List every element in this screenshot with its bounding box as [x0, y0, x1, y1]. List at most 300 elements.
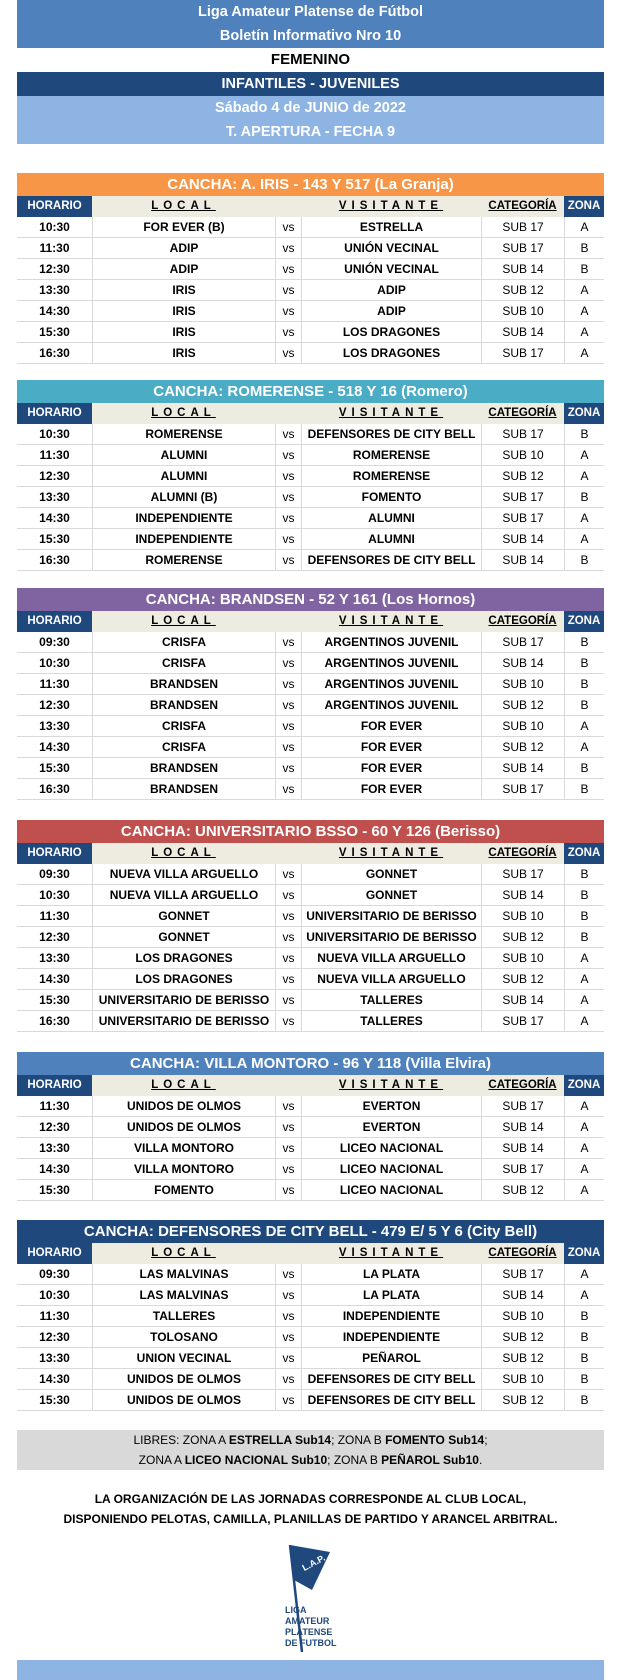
header-visitante	[301, 611, 481, 632]
match-categoria: SUB 14	[481, 885, 564, 905]
match-visitante: FOR EVER	[301, 779, 481, 799]
match-vs: vs	[275, 695, 301, 715]
header-zona-label: ZONA	[567, 1079, 601, 1091]
header-local	[92, 196, 275, 217]
match-categoria: SUB 12	[481, 737, 564, 757]
header-spacer	[275, 1243, 301, 1264]
match-vs: vs	[275, 632, 301, 652]
match-zona: A	[564, 1159, 604, 1179]
header-visitante-label: VISITANTE	[338, 407, 444, 419]
match-local: UNIVERSITARIO DE BERISSO	[92, 990, 275, 1010]
match-vs: vs	[275, 259, 301, 279]
header-visitante	[301, 843, 481, 864]
match-visitante: FOR EVER	[301, 737, 481, 757]
header-local-label: LOCAL	[151, 847, 216, 859]
logo-line: PLATENSE	[285, 1627, 333, 1637]
match-local: IRIS	[92, 322, 275, 342]
header-zona	[564, 403, 604, 424]
match-time: 10:30	[39, 656, 70, 670]
cancha-title: CANCHA: ROMERENSE - 518 Y 16 (Romero)	[17, 380, 604, 403]
match-time: 11:30	[39, 909, 70, 923]
match-categoria: SUB 12	[481, 1180, 564, 1200]
match-time: 12:30	[39, 930, 70, 944]
match-visitante: LICEO NACIONAL	[301, 1180, 481, 1200]
match-local: FOMENTO	[92, 1180, 275, 1200]
match-time: 11:30	[39, 241, 70, 255]
match-visitante: ARGENTINOS JUVENIL	[301, 653, 481, 673]
match-categoria: SUB 10	[481, 1369, 564, 1389]
match-visitante: GONNET	[301, 885, 481, 905]
match-time: 15:30	[39, 325, 70, 339]
header-categoria-label: CATEGORÍA	[488, 1079, 557, 1091]
header-horario-label: HORARIO	[27, 1079, 82, 1091]
match-categoria: SUB 12	[481, 969, 564, 989]
match-row	[17, 1138, 604, 1159]
match-zona: A	[564, 466, 604, 486]
match-vs: vs	[275, 1327, 301, 1347]
column-header-row	[17, 196, 604, 217]
header-visitante-label: VISITANTE	[338, 1079, 444, 1091]
libres-text: ; ZONA B	[327, 1453, 382, 1467]
cancha-title: CANCHA: UNIVERSITARIO BSSO - 60 Y 126 (Berisso)	[17, 820, 604, 843]
match-local: UNION VECINAL	[92, 1348, 275, 1368]
match-row	[17, 906, 604, 927]
match-row	[17, 927, 604, 948]
match-zona: A	[564, 737, 604, 757]
match-vs: vs	[275, 1096, 301, 1116]
header-categoria-label: CATEGORÍA	[488, 407, 557, 419]
libres-text: ;	[484, 1433, 488, 1447]
match-local: NUEVA VILLA ARGUELLO	[92, 864, 275, 884]
match-visitante: DEFENSORES DE CITY BELL	[301, 550, 481, 570]
header-zona-label: ZONA	[567, 407, 601, 419]
match-time: 12:30	[39, 469, 70, 483]
match-categoria: SUB 17	[481, 1159, 564, 1179]
match-local: INDEPENDIENTE	[92, 529, 275, 549]
match-local: ADIP	[92, 259, 275, 279]
match-row	[17, 779, 604, 800]
match-row	[17, 864, 604, 885]
match-visitante: LA PLATA	[301, 1285, 481, 1305]
match-visitante: FOR EVER	[301, 758, 481, 778]
match-time: 12:30	[39, 1330, 70, 1344]
match-row	[17, 466, 604, 487]
match-row	[17, 217, 604, 238]
match-row	[17, 758, 604, 779]
header-local-label: LOCAL	[151, 615, 216, 627]
match-row	[17, 1348, 604, 1369]
match-row	[17, 695, 604, 716]
match-local: FOR EVER (B)	[92, 217, 275, 237]
match-visitante: LOS DRAGONES	[301, 322, 481, 342]
match-time: 16:30	[39, 782, 70, 796]
match-vs: vs	[275, 1390, 301, 1410]
match-visitante: ARGENTINOS JUVENIL	[301, 674, 481, 694]
match-zona: A	[564, 969, 604, 989]
header-horario	[17, 843, 92, 864]
match-time: 15:30	[39, 761, 70, 775]
match-row	[17, 1180, 604, 1201]
match-visitante: DEFENSORES DE CITY BELL	[301, 424, 481, 444]
match-zona: B	[564, 1327, 604, 1347]
header-spacer	[275, 196, 301, 217]
match-visitante: LICEO NACIONAL	[301, 1138, 481, 1158]
match-local: UNIDOS DE OLMOS	[92, 1390, 275, 1410]
match-time: 14:30	[39, 304, 70, 318]
match-row	[17, 1264, 604, 1285]
header-local-label: LOCAL	[151, 200, 216, 212]
header-horario	[17, 611, 92, 632]
match-local: NUEVA VILLA ARGUELLO	[92, 885, 275, 905]
match-categoria: SUB 14	[481, 1138, 564, 1158]
header-categoria-label: CATEGORÍA	[488, 1247, 557, 1259]
match-categoria: SUB 10	[481, 948, 564, 968]
match-visitante: ADIP	[301, 280, 481, 300]
match-local: BRANDSEN	[92, 758, 275, 778]
match-zona: A	[564, 1138, 604, 1158]
libres-team: PEÑAROL Sub10	[381, 1453, 479, 1467]
match-vs: vs	[275, 301, 301, 321]
match-row	[17, 238, 604, 259]
header-zona-label: ZONA	[567, 200, 601, 212]
match-local: TALLERES	[92, 1306, 275, 1326]
match-vs: vs	[275, 1138, 301, 1158]
match-zona: B	[564, 632, 604, 652]
match-categoria: SUB 17	[481, 864, 564, 884]
note-line: DISPONIENDO PELOTAS, CAMILLA, PLANILLAS DE PARTIDO Y ARANCEL ARBITRAL.	[63, 1512, 558, 1526]
match-local: ROMERENSE	[92, 424, 275, 444]
header-categoria-label: CATEGORÍA	[488, 615, 557, 627]
footer-bar	[17, 1660, 604, 1680]
match-categoria: SUB 12	[481, 1327, 564, 1347]
libres-team: LICEO NACIONAL Sub10	[184, 1453, 328, 1467]
match-categoria: SUB 12	[481, 1390, 564, 1410]
match-visitante: DEFENSORES DE CITY BELL	[301, 1369, 481, 1389]
match-row	[17, 1159, 604, 1180]
header-local-label: LOCAL	[151, 1247, 216, 1259]
tournament-title: T. APERTURA - FECHA 9	[17, 120, 604, 144]
header-horario-label: HORARIO	[27, 615, 82, 627]
match-visitante: TALLERES	[301, 990, 481, 1010]
match-visitante: LOS DRAGONES	[301, 343, 481, 363]
match-visitante: EVERTON	[301, 1117, 481, 1137]
match-time: 16:30	[39, 553, 70, 567]
header-spacer	[275, 1075, 301, 1096]
match-visitante: ALUMNI	[301, 529, 481, 549]
match-categoria: SUB 17	[481, 632, 564, 652]
match-local: LAS MALVINAS	[92, 1264, 275, 1284]
header-local	[92, 1243, 275, 1264]
header-categoria	[481, 196, 564, 217]
match-vs: vs	[275, 758, 301, 778]
match-local: UNIDOS DE OLMOS	[92, 1096, 275, 1116]
libres-text: LIBRES: ZONA A	[133, 1433, 229, 1447]
logo-line: DE FUTBOL	[285, 1638, 337, 1648]
match-vs: vs	[275, 716, 301, 736]
match-row	[17, 674, 604, 695]
match-visitante: LA PLATA	[301, 1264, 481, 1284]
match-row	[17, 1390, 604, 1411]
header-horario-label: HORARIO	[27, 1247, 82, 1259]
match-row	[17, 1117, 604, 1138]
cancha-section	[17, 380, 604, 571]
match-local: UNIDOS DE OLMOS	[92, 1117, 275, 1137]
match-local: GONNET	[92, 927, 275, 947]
match-time: 13:30	[39, 490, 70, 504]
match-categoria: SUB 10	[481, 674, 564, 694]
match-categoria: SUB 17	[481, 1011, 564, 1031]
match-zona: B	[564, 758, 604, 778]
header-categoria	[481, 1075, 564, 1096]
match-local: TOLOSANO	[92, 1327, 275, 1347]
match-categoria: SUB 14	[481, 259, 564, 279]
match-visitante: NUEVA VILLA ARGUELLO	[301, 969, 481, 989]
header-spacer	[275, 403, 301, 424]
match-time: 11:30	[39, 1309, 70, 1323]
cancha-section	[17, 588, 604, 800]
match-zona: A	[564, 1264, 604, 1284]
match-local: IRIS	[92, 301, 275, 321]
match-local: GONNET	[92, 906, 275, 926]
logo-text	[285, 1605, 337, 1649]
match-vs: vs	[275, 487, 301, 507]
match-zona: B	[564, 695, 604, 715]
match-vs: vs	[275, 1011, 301, 1031]
match-local: ALUMNI	[92, 445, 275, 465]
match-visitante: PEÑAROL	[301, 1348, 481, 1368]
match-row	[17, 445, 604, 466]
match-zona: A	[564, 716, 604, 736]
match-local: BRANDSEN	[92, 779, 275, 799]
match-time: 16:30	[39, 346, 70, 360]
match-zona: B	[564, 779, 604, 799]
match-local: ALUMNI (B)	[92, 487, 275, 507]
header-categoria	[481, 1243, 564, 1264]
cancha-section	[17, 1052, 604, 1201]
match-time: 09:30	[39, 867, 70, 881]
header-visitante-label: VISITANTE	[338, 200, 444, 212]
match-time: 10:30	[39, 1288, 70, 1302]
match-row	[17, 653, 604, 674]
column-header-row	[17, 1243, 604, 1264]
match-vs: vs	[275, 653, 301, 673]
match-zona: B	[564, 550, 604, 570]
match-time: 16:30	[39, 1014, 70, 1028]
match-zona: B	[564, 927, 604, 947]
header-spacer	[275, 611, 301, 632]
match-time: 10:30	[39, 888, 70, 902]
bulletin	[17, 0, 604, 1648]
libres-box	[17, 1430, 604, 1470]
match-time: 12:30	[39, 1120, 70, 1134]
header-local	[92, 1075, 275, 1096]
match-visitante: EVERTON	[301, 1096, 481, 1116]
match-zona: B	[564, 259, 604, 279]
match-zona: A	[564, 1096, 604, 1116]
cancha-title: CANCHA: A. IRIS - 143 Y 517 (La Granja)	[17, 173, 604, 196]
match-categoria: SUB 14	[481, 322, 564, 342]
match-zona: A	[564, 1117, 604, 1137]
match-vs: vs	[275, 1264, 301, 1284]
cancha-section	[17, 173, 604, 364]
match-zona: A	[564, 1180, 604, 1200]
match-time: 14:30	[39, 972, 70, 986]
header-categoria	[481, 403, 564, 424]
match-visitante: ARGENTINOS JUVENIL	[301, 632, 481, 652]
header-local	[92, 843, 275, 864]
match-vs: vs	[275, 1306, 301, 1326]
match-visitante: GONNET	[301, 864, 481, 884]
cancha-title: CANCHA: BRANDSEN - 52 Y 161 (Los Hornos)	[17, 588, 604, 611]
match-vs: vs	[275, 217, 301, 237]
match-local: BRANDSEN	[92, 695, 275, 715]
header-local-label: LOCAL	[151, 407, 216, 419]
match-categoria: SUB 12	[481, 280, 564, 300]
match-local: INDEPENDIENTE	[92, 508, 275, 528]
match-categoria: SUB 17	[481, 424, 564, 444]
match-time: 10:30	[39, 427, 70, 441]
header-zona-label: ZONA	[567, 615, 601, 627]
match-time: 15:30	[39, 532, 70, 546]
match-vs: vs	[275, 1285, 301, 1305]
match-visitante: UNIÓN VECINAL	[301, 238, 481, 258]
match-row	[17, 508, 604, 529]
header-zona	[564, 196, 604, 217]
match-visitante: ADIP	[301, 301, 481, 321]
match-time: 11:30	[39, 1099, 70, 1113]
match-categoria: SUB 17	[481, 1264, 564, 1284]
match-local: LOS DRAGONES	[92, 948, 275, 968]
header-categoria-label: CATEGORÍA	[488, 200, 557, 212]
header-horario-label: HORARIO	[27, 847, 82, 859]
match-vs: vs	[275, 322, 301, 342]
match-time: 14:30	[39, 511, 70, 525]
match-vs: vs	[275, 1180, 301, 1200]
match-zona: B	[564, 238, 604, 258]
match-zona: A	[564, 445, 604, 465]
match-vs: vs	[275, 779, 301, 799]
match-time: 13:30	[39, 951, 70, 965]
match-local: ADIP	[92, 238, 275, 258]
match-row	[17, 487, 604, 508]
match-local: LAS MALVINAS	[92, 1285, 275, 1305]
match-zona: A	[564, 529, 604, 549]
libres-text: ; ZONA B	[331, 1433, 386, 1447]
match-time: 12:30	[39, 262, 70, 276]
header-zona-label: ZONA	[567, 1247, 601, 1259]
match-vs: vs	[275, 508, 301, 528]
header-visitante-label: VISITANTE	[338, 615, 444, 627]
note-line: LA ORGANIZACIÓN DE LAS JORNADAS CORRESPONDE AL CLUB LOCAL,	[94, 1492, 527, 1506]
match-categoria: SUB 14	[481, 1285, 564, 1305]
match-time: 14:30	[39, 1372, 70, 1386]
match-vs: vs	[275, 737, 301, 757]
match-zona: B	[564, 1306, 604, 1326]
header-zona	[564, 843, 604, 864]
match-row	[17, 1327, 604, 1348]
column-header-row	[17, 843, 604, 864]
bulletin-number: Boletín Informativo Nro 10	[17, 24, 604, 48]
match-visitante: UNIVERSITARIO DE BERISSO	[301, 927, 481, 947]
header-local	[92, 611, 275, 632]
header-local	[92, 403, 275, 424]
match-zona: A	[564, 990, 604, 1010]
match-time: 12:30	[39, 698, 70, 712]
match-zona: B	[564, 424, 604, 444]
match-visitante: UNIÓN VECINAL	[301, 259, 481, 279]
header-horario	[17, 196, 92, 217]
header-visitante	[301, 196, 481, 217]
match-visitante: ESTRELLA	[301, 217, 481, 237]
match-categoria: SUB 17	[481, 508, 564, 528]
match-row	[17, 1011, 604, 1032]
match-vs: vs	[275, 1369, 301, 1389]
match-time: 11:30	[39, 448, 70, 462]
header-visitante	[301, 403, 481, 424]
match-row	[17, 716, 604, 737]
match-row	[17, 1306, 604, 1327]
libres-team: FOMENTO Sub14	[385, 1433, 485, 1447]
match-time: 14:30	[39, 740, 70, 754]
match-row	[17, 424, 604, 445]
libres-text: .	[478, 1453, 483, 1467]
column-header-row	[17, 1075, 604, 1096]
match-zona: B	[564, 1348, 604, 1368]
header-zona	[564, 1075, 604, 1096]
match-vs: vs	[275, 1159, 301, 1179]
match-categoria: SUB 10	[481, 445, 564, 465]
cancha-section	[17, 1220, 604, 1411]
match-row	[17, 1285, 604, 1306]
match-vs: vs	[275, 927, 301, 947]
match-zona: A	[564, 508, 604, 528]
match-row	[17, 301, 604, 322]
match-zona: B	[564, 674, 604, 694]
match-row	[17, 885, 604, 906]
match-vs: vs	[275, 445, 301, 465]
match-visitante: INDEPENDIENTE	[301, 1327, 481, 1347]
match-local: IRIS	[92, 280, 275, 300]
match-row	[17, 529, 604, 550]
match-time: 13:30	[39, 1351, 70, 1365]
match-categoria: SUB 17	[481, 238, 564, 258]
gender-title: FEMENINO	[17, 48, 604, 72]
match-categoria: SUB 14	[481, 990, 564, 1010]
match-vs: vs	[275, 948, 301, 968]
match-zona: B	[564, 864, 604, 884]
match-vs: vs	[275, 885, 301, 905]
match-zona: A	[564, 280, 604, 300]
match-vs: vs	[275, 990, 301, 1010]
header-horario-label: HORARIO	[27, 200, 82, 212]
match-time: 15:30	[39, 993, 70, 1007]
match-row	[17, 343, 604, 364]
match-vs: vs	[275, 1117, 301, 1137]
match-time: 10:30	[39, 220, 70, 234]
match-zona: B	[564, 1390, 604, 1410]
match-vs: vs	[275, 1348, 301, 1368]
match-time: 11:30	[39, 677, 70, 691]
match-row	[17, 969, 604, 990]
header-spacer	[275, 843, 301, 864]
match-time: 09:30	[39, 635, 70, 649]
match-visitante: ALUMNI	[301, 508, 481, 528]
match-visitante: FOR EVER	[301, 716, 481, 736]
match-visitante: INDEPENDIENTE	[301, 1306, 481, 1326]
match-vs: vs	[275, 238, 301, 258]
header-horario	[17, 403, 92, 424]
match-visitante: ROMERENSE	[301, 445, 481, 465]
